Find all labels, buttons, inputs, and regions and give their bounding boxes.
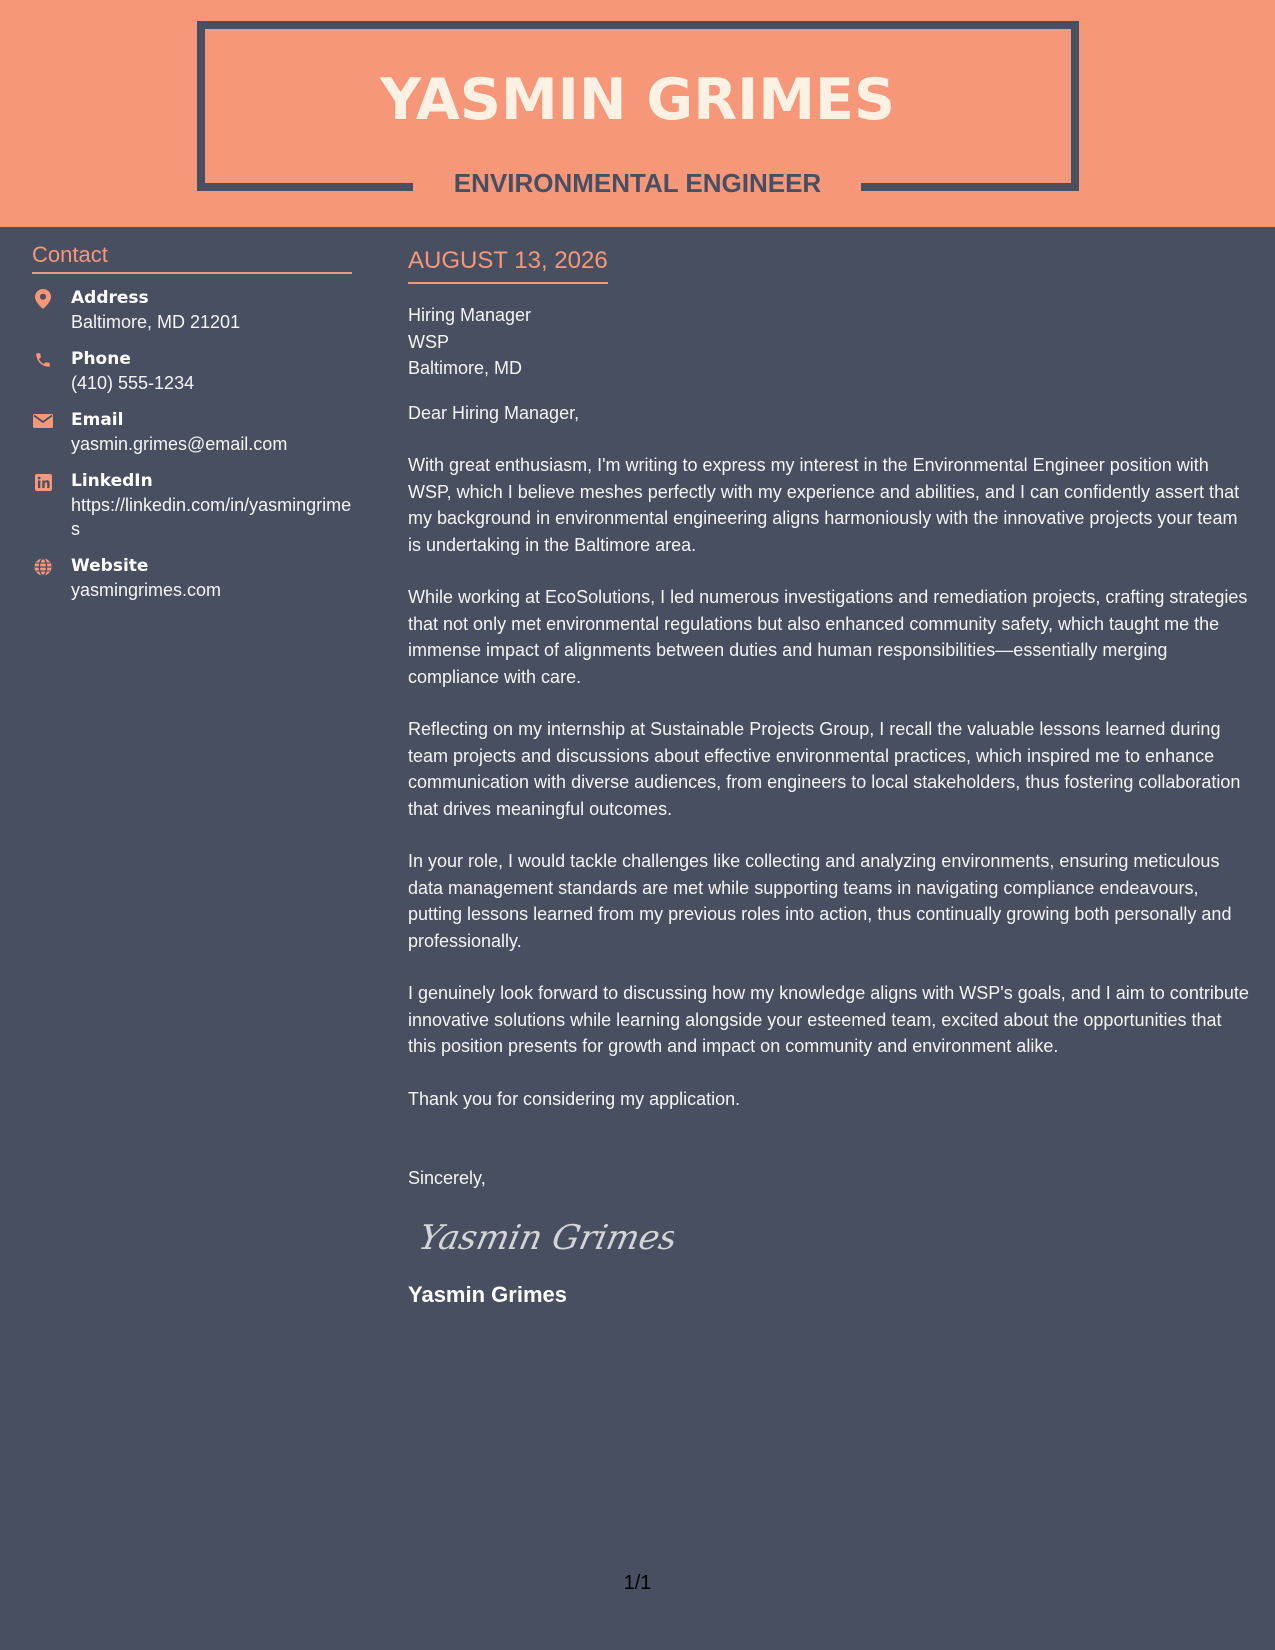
recipient-line: WSP [408, 331, 450, 352]
globe-icon [33, 557, 53, 577]
letter-paragraph: I genuinely look forward to discussing how my knowledge aligns with WSP's goals, and I aim to contribute innovative solutions while learning alongside your esteemed team, excited about the opportunities that this position presents for growth and impact on community and environment alike. [408, 983, 1249, 1056]
letter-paragraph: With great enthusiasm, I'm writing to express my interest in the Environmental Engineer position with WSP, which I believe meshes perfectly with my experience and abilities, and I can confidently assert that my background in environmental engineering aligns harmoniously with the innovative projects your team is undertaking in the Baltimore area. [408, 455, 1240, 555]
recipient-line: Hiring Manager [408, 305, 532, 325]
letter-paragraph: While working at EcoSolutions, I led numerous investigations and remediation projects, crafting strategies that not only met environmental regulations but also enhanced community safety, which taught me the immense impact of alignments between duties and human responsibilities—essentially merging compliance with care. [408, 587, 1248, 687]
letter-paragraph: Thank you for considering my application. [408, 1088, 741, 1109]
contact-label: Phone [71, 349, 131, 369]
phone-icon [33, 350, 53, 370]
signer-name: Yasmin Grimes [408, 1282, 567, 1307]
job-title: ENVIRONMENTAL ENGINEER [453, 168, 822, 198]
contact-sidebar [32, 240, 352, 615]
contact-value: https://linkedin.com/in/yasmingrimes [71, 495, 352, 539]
applicant-name: YASMIN GRIMES [379, 67, 896, 133]
contact-label: LinkedIn [71, 471, 153, 491]
letter-paragraph: Reflecting on my internship at Sustainable Projects Group, I recall the valuable lessons learned during team projects and discussions about effective environmental practices, which inspired me to enhance communication with diverse audiences, from engineers to local stakeholders, thus fostering collaboration that drives meaningful outcomes. [408, 719, 1241, 819]
linkedin-icon [33, 472, 53, 492]
contact-list [32, 286, 352, 602]
handwritten-signature [414, 1207, 674, 1267]
contact-item-phone [32, 347, 352, 395]
letter-date: AUGUST 13, 2026 [408, 244, 608, 284]
contact-item-website [32, 554, 352, 602]
contact-item-address [32, 286, 352, 334]
recipient-line: Baltimore, MD [408, 358, 523, 378]
contact-value: (410) 555-1234 [71, 373, 195, 393]
letter-paragraph: In your role, I would tackle challenges like collecting and analyzing environments, ensuring meticulous data management standards are met while supporting teams in navigating compliance endeavours, putting lessons learned from my previous roles into action, thus continually growing both personally and professionally. [408, 851, 1232, 951]
letter-content [408, 400, 1253, 1113]
contact-value: yasmingrimes.com [71, 580, 222, 600]
map-pin-icon [33, 289, 53, 309]
envelope-icon [33, 411, 53, 431]
contact-label: Website [71, 556, 149, 576]
contact-heading: Contact [32, 240, 352, 274]
contact-item-linkedin [32, 469, 352, 541]
closing: Sincerely, [408, 1168, 486, 1188]
letter-body-column [408, 244, 1253, 1310]
header-banner [0, 0, 1275, 227]
page-number: 1/1 [623, 1572, 652, 1594]
contact-label: Address [71, 288, 149, 308]
signature-script: Yasmin Grimes [415, 1218, 674, 1258]
contact-value: yasmin.grimes@email.com [71, 434, 288, 454]
contact-value: Baltimore, MD 21201 [71, 312, 241, 332]
salutation: Dear Hiring Manager, [408, 402, 580, 423]
contact-label: Email [71, 410, 124, 430]
contact-item-email [32, 408, 352, 456]
recipient-block [408, 302, 1253, 382]
